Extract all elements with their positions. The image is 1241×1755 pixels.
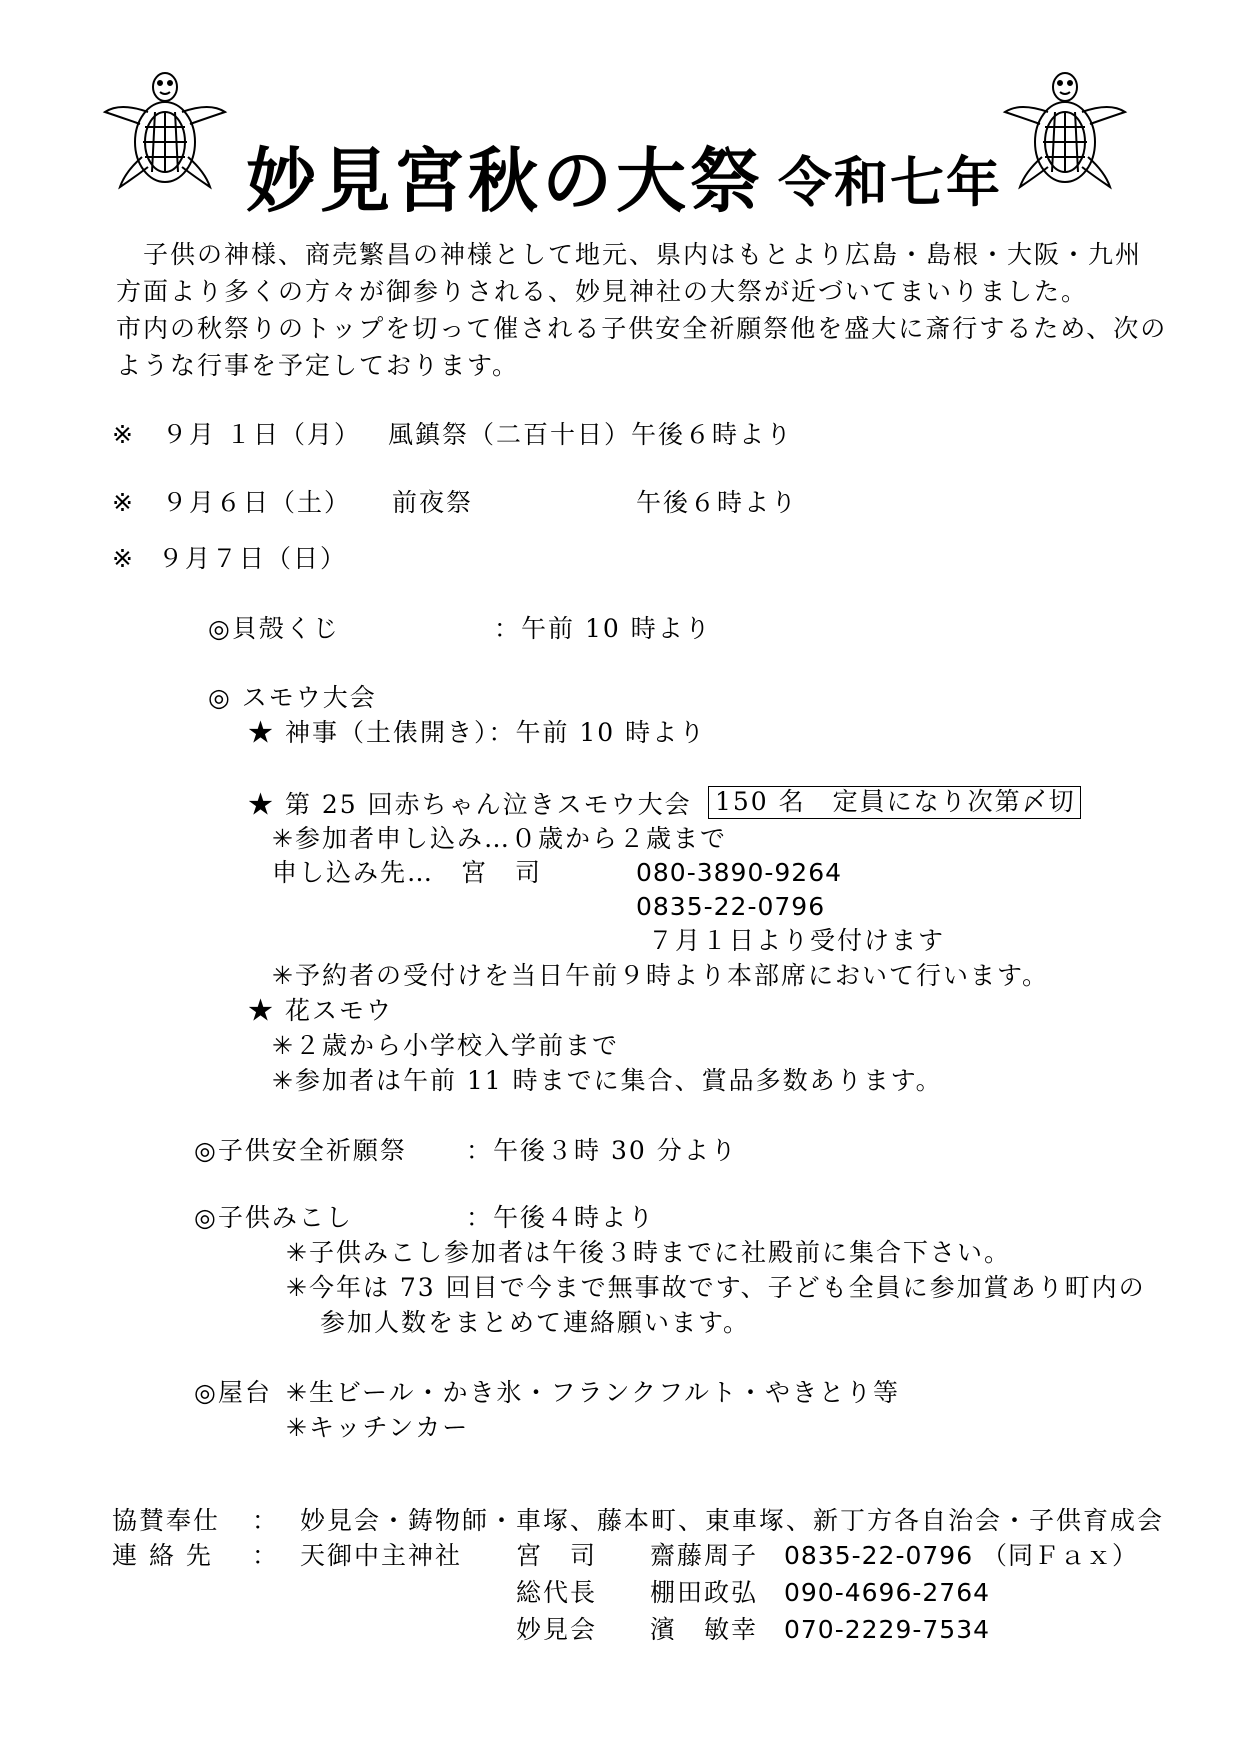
intro-line: ような行事を予定しております。 <box>116 351 520 380</box>
sumo-note: ✳参加者は午前 11 時までに集合、賞品多数あります。 <box>272 1066 943 1095</box>
sponsor-text: 妙見会・鋳物師・車塚、藤本町、東車塚、新丁方各自治会・子供育成会 <box>300 1506 1165 1535</box>
apply-label: 申し込み先… 宮 司 <box>272 858 543 887</box>
baby-sumo-title: ★ 第 25 回赤ちゃん泣きスモウ大会 <box>248 790 692 819</box>
turtle-icon <box>1000 62 1130 192</box>
page-subtitle: 令和七年 <box>778 150 1002 214</box>
sponsor-label: 協賛奉仕 <box>112 1506 221 1535</box>
stall-item: ✳キッチンカー <box>286 1413 470 1442</box>
contact-phone: 070-2229-7534 <box>784 1615 991 1644</box>
shrine-name: 天御中主神社 <box>300 1541 463 1570</box>
phone-number: 080-3890-9264 <box>636 858 843 887</box>
capacity-box: 150 名 定員になり次第〆切 <box>708 786 1081 819</box>
contact-name: 濱 敏幸 <box>650 1615 759 1644</box>
schedule-mark: ※ <box>112 488 135 517</box>
schedule-event: 風鎮祭（二百十日）午後６時より <box>388 420 794 449</box>
event-label: ◎貝殻くじ <box>208 614 340 643</box>
mikoshi-note: ✳子供みこし参加者は午後３時までに社殿前に集合下さい。 <box>286 1238 1011 1267</box>
intro-line: 子供の神様、商売繁昌の神様として地元、県内はもとより広島・島根・大阪・九州 <box>116 240 1143 269</box>
schedule-date: ９月７日（日） <box>158 544 348 573</box>
colon: ： <box>252 1506 280 1535</box>
mikoshi-note: ✳今年は 73 回目で今まで無事故です、子ども全員に参加賞あり町内の <box>286 1273 1146 1302</box>
schedule-time: 午後６時より <box>636 488 799 517</box>
sumo-note: ✳２歳から小学校入学前まで <box>272 1031 619 1060</box>
contact-role: 総代長 <box>516 1578 598 1607</box>
event-time: ：午後３時 30 分より <box>466 1136 738 1165</box>
event-label: ◎屋台 <box>194 1378 272 1407</box>
event-label: ◎子供みこし <box>194 1203 353 1232</box>
contact-name: 棚田政弘 <box>650 1578 759 1607</box>
contact-phone: 090-4696-2764 <box>784 1578 991 1607</box>
schedule-event: 前夜祭 <box>392 488 474 517</box>
contact-role: 宮 司 <box>516 1541 598 1570</box>
schedule-date: ９月６日（土） <box>162 488 352 517</box>
event-time: ：午後４時より <box>466 1203 656 1232</box>
event-label: ◎ スモウ大会 <box>208 683 377 712</box>
schedule-mark: ※ <box>112 544 135 573</box>
event-time: ：午前 10 時より <box>494 614 712 643</box>
contact-role: 妙見会 <box>516 1615 598 1644</box>
sumo-note: ✳予約者の受付けを当日午前９時より本部席において行います。 <box>272 961 1049 990</box>
accept-from: ７月１日より受付けます <box>648 926 946 955</box>
hana-sumo-title: ★ 花スモウ <box>248 996 393 1025</box>
event-label: ◎子供安全祈願祭 <box>194 1136 407 1165</box>
turtle-icon <box>100 62 230 192</box>
contact-label: 連 絡 先 <box>112 1541 213 1570</box>
sumo-note: ✳参加者申し込み…０歳から２歳まで <box>272 824 727 853</box>
schedule-date: ９月 １日（月） <box>162 420 361 449</box>
phone-number: 0835-22-0796 <box>636 892 826 921</box>
schedule-mark: ※ <box>112 420 135 449</box>
colon: ： <box>252 1541 280 1570</box>
contact-name: 齋藤周子 <box>650 1541 759 1570</box>
stall-item: ✳生ビール・かき氷・フランクフルト・やきとり等 <box>286 1378 900 1407</box>
mikoshi-note: 参加人数をまとめて連絡願います。 <box>320 1308 751 1337</box>
intro-line: 方面より多くの方々が御参りされる、妙見神社の大祭が近づいてまいりました。 <box>116 277 1089 306</box>
sumo-shinji: ★ 神事（土俵開き）：午前 10 時より <box>248 718 707 747</box>
intro-line: 市内の秋祭りのトップを切って催される子供安全祈願祭他を盛大に斎行するため、次の <box>116 314 1168 343</box>
contact-phone: 0835-22-0796 （同Ｆａｘ） <box>784 1541 1139 1570</box>
page-title: 妙見宮秋の大祭 <box>246 139 764 222</box>
